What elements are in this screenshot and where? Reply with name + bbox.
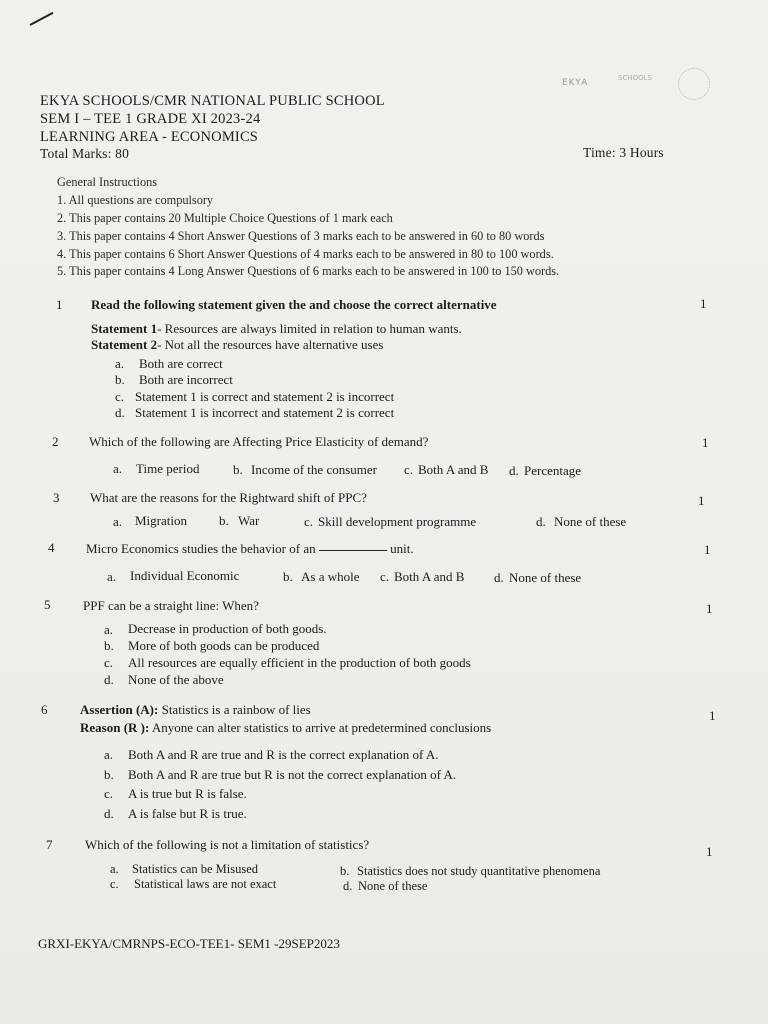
question-marks: 1 bbox=[704, 542, 711, 557]
option-label: a. bbox=[110, 862, 119, 876]
option-label: c. bbox=[104, 786, 114, 801]
instruction-item: 3. This paper contains 4 Short Answer Questions of 3 marks each to be answered in 60 to 80 words bbox=[57, 229, 545, 243]
option-label: c. bbox=[304, 514, 314, 529]
option-text: Percentage bbox=[524, 463, 582, 478]
paper-code: GRXI-EKYA/CMRNPS-ECO-TEE1- SEM1 -29SEP2023 bbox=[38, 936, 340, 951]
option-label: c. bbox=[110, 877, 119, 891]
option-text: Statement 1 is correct and statement 2 is incorrect bbox=[135, 389, 395, 404]
logo-text: EKYA bbox=[562, 78, 589, 88]
instruction-item: 1. All questions are compulsory bbox=[57, 193, 214, 207]
logo-emblem-icon bbox=[678, 68, 710, 100]
option-text: Time period bbox=[136, 461, 200, 476]
option-label: a. bbox=[113, 461, 123, 476]
option-text: Both A and R are true but R is not the correct explanation of A. bbox=[128, 767, 457, 782]
option-text: More of both goods can be produced bbox=[128, 638, 320, 653]
question-marks: 1 bbox=[706, 844, 713, 859]
option-text: Statistics does not study quantitative phenomena bbox=[357, 864, 601, 878]
option-text: None of these bbox=[509, 570, 582, 585]
option-label: b. bbox=[219, 513, 229, 528]
option-text: Both are correct bbox=[139, 356, 223, 371]
option-label: a. bbox=[113, 514, 123, 529]
school-logo bbox=[560, 66, 720, 106]
option-text: Both are incorrect bbox=[139, 372, 233, 387]
option-label: b. bbox=[233, 462, 243, 477]
option-text: Statistical laws are not exact bbox=[134, 877, 277, 891]
option-label: c. bbox=[115, 389, 125, 404]
instruction-item: 4. This paper contains 6 Short Answer Questions of 4 marks each to be answered in 80 to 100 words. bbox=[57, 247, 554, 261]
option-label: c. bbox=[380, 569, 390, 584]
question-number: 7 bbox=[46, 837, 53, 852]
question-text: Which of the following is not a limitation of statistics? bbox=[85, 837, 370, 852]
assertion: Assertion (A): Statistics is a rainbow of lies bbox=[80, 702, 311, 717]
option-text: Statistics can be Misused bbox=[132, 862, 259, 876]
option-label: a. bbox=[104, 622, 114, 637]
option-label: c. bbox=[104, 655, 114, 670]
exam-time: Time: 3 Hours bbox=[583, 145, 664, 160]
instructions-heading: General Instructions bbox=[57, 175, 158, 189]
option-text: Income of the consumer bbox=[251, 462, 377, 477]
question-marks: 1 bbox=[709, 708, 716, 723]
option-text: War bbox=[238, 513, 260, 528]
option-text: Statement 1 is incorrect and statement 2 is correct bbox=[135, 405, 395, 420]
option-text: Skill development programme bbox=[318, 514, 477, 529]
logo-subtext: SCHOOLS bbox=[618, 74, 652, 82]
option-text: Both A and B bbox=[418, 462, 489, 477]
option-text: Both A and B bbox=[394, 569, 465, 584]
statement-2: Statement 2- Not all the resources have alternative uses bbox=[91, 337, 384, 352]
question-text: PPF can be a straight line: When? bbox=[83, 598, 259, 613]
question-marks: 1 bbox=[700, 296, 707, 311]
pen-mark bbox=[30, 12, 54, 26]
question-text: Read the following statement given the and choose the correct alternative bbox=[91, 297, 497, 312]
question-number: 2 bbox=[52, 434, 59, 449]
question-marks: 1 bbox=[698, 493, 705, 508]
option-label: b. bbox=[115, 372, 125, 387]
option-label: d. bbox=[494, 570, 504, 585]
option-label: a. bbox=[107, 569, 117, 584]
option-text: Both A and R are true and R is the correct explanation of A. bbox=[128, 747, 439, 762]
option-label: a. bbox=[115, 356, 125, 371]
option-label: b. bbox=[104, 638, 114, 653]
option-label: c. bbox=[404, 462, 414, 477]
option-text: A is true but R is false. bbox=[128, 786, 247, 801]
question-text: Micro Economics studies the behavior of an unit. bbox=[86, 541, 414, 556]
option-text: None of these bbox=[358, 879, 428, 893]
option-text: Migration bbox=[135, 513, 187, 528]
question-number: 6 bbox=[41, 702, 48, 717]
option-label: d. bbox=[509, 463, 519, 478]
question-number: 4 bbox=[48, 540, 55, 555]
exam-title: SEM I – TEE 1 GRADE XI 2023-24 bbox=[40, 111, 261, 127]
option-text: Individual Economic bbox=[130, 568, 240, 583]
question-number: 3 bbox=[53, 490, 60, 505]
option-label: b. bbox=[104, 767, 114, 782]
option-text: None of these bbox=[554, 514, 627, 529]
fill-in-blank bbox=[319, 550, 387, 551]
instruction-item: 5. This paper contains 4 Long Answer Questions of 6 marks each to be answered in 100 to 150 words. bbox=[57, 264, 560, 278]
option-text: All resources are equally efficient in the production of both goods bbox=[128, 655, 471, 670]
question-number: 1 bbox=[56, 297, 63, 312]
reason: Reason (R ): Anyone can alter statistics to arrive at predetermined conclusions bbox=[80, 720, 492, 735]
question-text: Which of the following are Affecting Price Elasticity of demand? bbox=[89, 434, 429, 449]
statement-1: Statement 1- Resources are always limited in relation to human wants. bbox=[91, 321, 462, 336]
question-text: What are the reasons for the Rightward shift of PPC? bbox=[90, 490, 367, 505]
option-text: A is false but R is true. bbox=[128, 806, 247, 821]
question-marks: 1 bbox=[706, 601, 713, 616]
option-text: As a whole bbox=[301, 569, 360, 584]
option-text: None of the above bbox=[128, 672, 224, 687]
question-number: 5 bbox=[44, 597, 51, 612]
option-label: d. bbox=[104, 672, 114, 687]
total-marks: Total Marks: 80 bbox=[40, 146, 130, 161]
option-label: d. bbox=[343, 879, 353, 893]
school-name: EKYA SCHOOLS/CMR NATIONAL PUBLIC SCHOOL bbox=[40, 93, 385, 109]
option-label: d. bbox=[104, 806, 114, 821]
option-label: d. bbox=[536, 514, 546, 529]
subject-title: LEARNING AREA - ECONOMICS bbox=[40, 129, 259, 145]
option-text: Decrease in production of both goods. bbox=[128, 621, 327, 636]
question-marks: 1 bbox=[702, 435, 709, 450]
option-label: b. bbox=[283, 569, 293, 584]
option-label: d. bbox=[115, 405, 125, 420]
instruction-item: 2. This paper contains 20 Multiple Choice Questions of 1 mark each bbox=[57, 211, 393, 225]
option-label: a. bbox=[104, 747, 114, 762]
option-label: b. bbox=[340, 864, 350, 878]
